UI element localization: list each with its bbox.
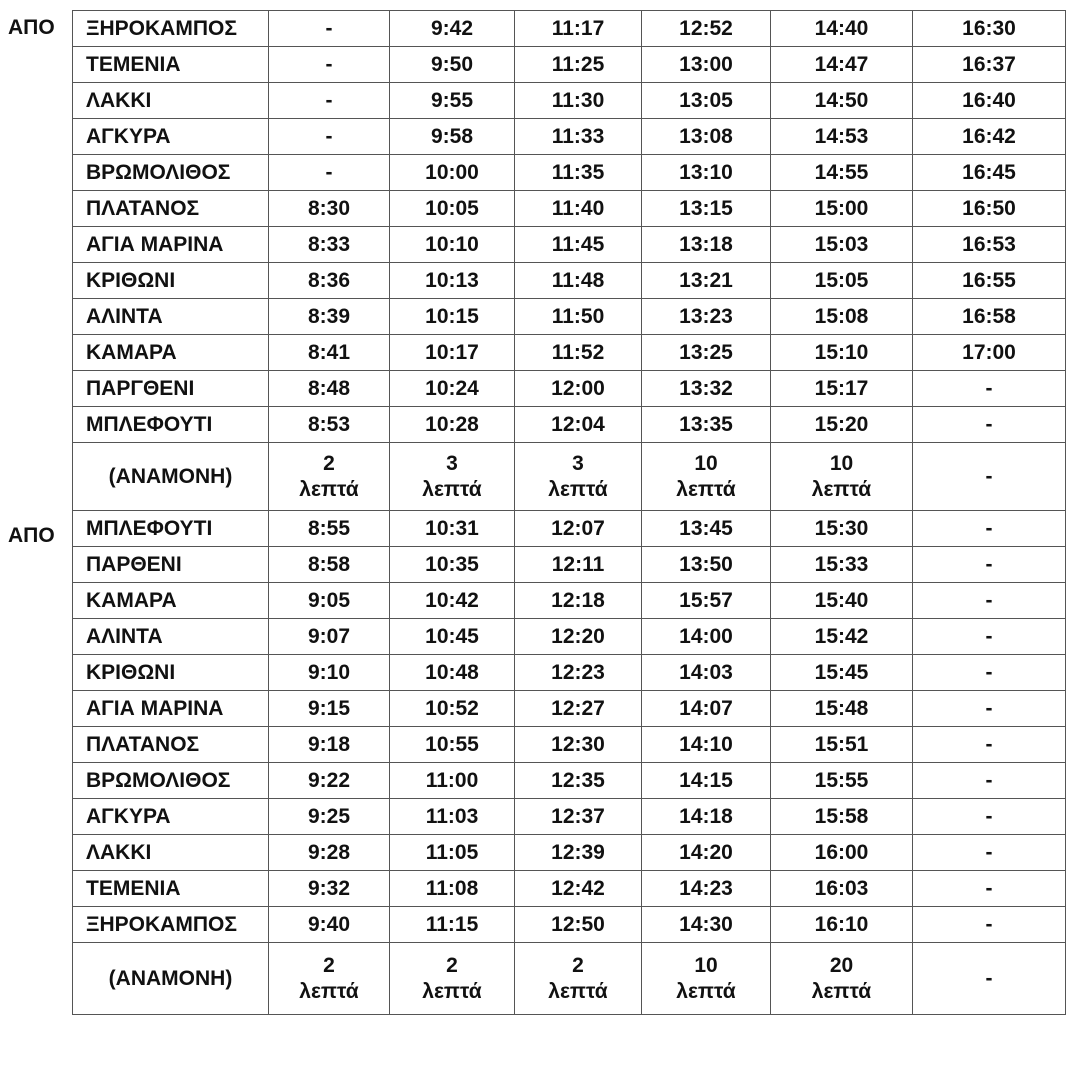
stop-name: ΠΛΑΤΑΝΟΣ xyxy=(73,191,269,227)
wait-value: - xyxy=(985,464,993,488)
departure-time: 9:18 xyxy=(269,727,390,763)
stop-name: ΞΗΡΟΚΑΜΠΟΣ xyxy=(73,907,269,943)
departure-time: 14:50 xyxy=(771,83,913,119)
departure-time: 14:03 xyxy=(642,655,771,691)
departure-time: 16:00 xyxy=(771,835,913,871)
departure-time: 11:33 xyxy=(515,119,642,155)
departure-time: 13:15 xyxy=(642,191,771,227)
wait-unit: λεπτά xyxy=(676,979,736,1003)
departure-time: 13:35 xyxy=(642,407,771,443)
wait-value: 2 xyxy=(446,953,458,977)
departure-time: 9:15 xyxy=(269,691,390,727)
departure-time: - xyxy=(913,371,1066,407)
inbound-row xyxy=(73,655,1066,691)
wait-minutes xyxy=(269,943,390,1015)
departure-time: 14:47 xyxy=(771,47,913,83)
departure-time: - xyxy=(913,619,1066,655)
departure-time: 15:55 xyxy=(771,763,913,799)
outbound-row xyxy=(73,83,1066,119)
departure-time: 11:50 xyxy=(515,299,642,335)
departure-time: 16:50 xyxy=(913,191,1066,227)
departure-time: 8:33 xyxy=(269,227,390,263)
departure-time: 10:15 xyxy=(390,299,515,335)
departure-time: 12:07 xyxy=(515,511,642,547)
departure-time: 15:42 xyxy=(771,619,913,655)
departure-time: 12:37 xyxy=(515,799,642,835)
wait-unit: λεπτά xyxy=(676,477,736,501)
departure-time: 12:04 xyxy=(515,407,642,443)
outbound-row xyxy=(73,407,1066,443)
departure-time: 9:28 xyxy=(269,835,390,871)
stop-name: ΑΓΚΥΡΑ xyxy=(73,799,269,835)
departure-time: 9:50 xyxy=(390,47,515,83)
wait-value: 2 xyxy=(323,451,335,475)
wait-minutes xyxy=(269,443,390,511)
departure-time: 15:51 xyxy=(771,727,913,763)
departure-time: 14:15 xyxy=(642,763,771,799)
wait-value: 20 xyxy=(829,953,854,977)
departure-time: 16:55 xyxy=(913,263,1066,299)
departure-time: 15:05 xyxy=(771,263,913,299)
departure-time: 12:20 xyxy=(515,619,642,655)
inbound-from-label: ΑΠΟ xyxy=(8,524,55,547)
inbound-row xyxy=(73,835,1066,871)
departure-time: 14:18 xyxy=(642,799,771,835)
timetable-body xyxy=(73,11,1066,1015)
departure-time: 9:05 xyxy=(269,583,390,619)
wait-label: (ΑΝΑΜΟΝΗ) xyxy=(73,443,269,511)
departure-time: 15:08 xyxy=(771,299,913,335)
wait-minutes xyxy=(515,943,642,1015)
departure-time: - xyxy=(913,907,1066,943)
departure-time: 11:25 xyxy=(515,47,642,83)
departure-time: - xyxy=(913,763,1066,799)
departure-time: 15:10 xyxy=(771,335,913,371)
wait-value: 2 xyxy=(572,953,584,977)
outbound-row xyxy=(73,299,1066,335)
wait-minutes xyxy=(390,443,515,511)
inbound-row xyxy=(73,763,1066,799)
departure-time: 12:39 xyxy=(515,835,642,871)
departure-time: 13:10 xyxy=(642,155,771,191)
departure-time: 13:18 xyxy=(642,227,771,263)
departure-time: 15:20 xyxy=(771,407,913,443)
wait-unit: λεπτά xyxy=(422,979,482,1003)
wait-value: 10 xyxy=(694,451,718,475)
departure-time: - xyxy=(913,835,1066,871)
wait-unit: λεπτά xyxy=(422,477,482,501)
departure-time: - xyxy=(913,655,1066,691)
departure-time: 13:32 xyxy=(642,371,771,407)
stop-name: ΑΓΙΑ ΜΑΡΙΝΑ xyxy=(73,691,269,727)
departure-time: 16:42 xyxy=(913,119,1066,155)
stop-name: ΒΡΩΜΟΛΙΘΟΣ xyxy=(73,763,269,799)
departure-time: - xyxy=(913,799,1066,835)
departure-time: 13:23 xyxy=(642,299,771,335)
outbound-row xyxy=(73,191,1066,227)
departure-time: 10:28 xyxy=(390,407,515,443)
departure-time: 16:10 xyxy=(771,907,913,943)
departure-time: - xyxy=(269,119,390,155)
departure-time: 10:17 xyxy=(390,335,515,371)
stop-name: ΚΡΙΘΩΝΙ xyxy=(73,263,269,299)
outbound-row xyxy=(73,119,1066,155)
departure-time: 11:48 xyxy=(515,263,642,299)
departure-time: 16:03 xyxy=(771,871,913,907)
outbound-row xyxy=(73,155,1066,191)
departure-time: 11:35 xyxy=(515,155,642,191)
departure-time: - xyxy=(269,83,390,119)
stop-name: ΒΡΩΜΟΛΙΘΟΣ xyxy=(73,155,269,191)
departure-time: 10:55 xyxy=(390,727,515,763)
departure-time: 8:39 xyxy=(269,299,390,335)
outbound-from-label: ΑΠΟ xyxy=(8,16,55,39)
stop-name: ΑΓΚΥΡΑ xyxy=(73,119,269,155)
wait-unit: λεπτά xyxy=(299,477,359,501)
departure-time: 8:30 xyxy=(269,191,390,227)
departure-time: 16:37 xyxy=(913,47,1066,83)
departure-time: 12:11 xyxy=(515,547,642,583)
departure-time: - xyxy=(913,691,1066,727)
departure-time: 10:13 xyxy=(390,263,515,299)
outbound-row xyxy=(73,335,1066,371)
departure-time: 15:33 xyxy=(771,547,913,583)
departure-time: 9:25 xyxy=(269,799,390,835)
outbound-row xyxy=(73,47,1066,83)
inbound-row xyxy=(73,691,1066,727)
departure-time: 9:32 xyxy=(269,871,390,907)
inbound-row xyxy=(73,583,1066,619)
departure-time: 12:23 xyxy=(515,655,642,691)
departure-time: 10:31 xyxy=(390,511,515,547)
departure-time: 11:17 xyxy=(515,11,642,47)
departure-time: 8:53 xyxy=(269,407,390,443)
departure-time: 11:30 xyxy=(515,83,642,119)
departure-time: 10:52 xyxy=(390,691,515,727)
stop-name: ΠΑΡΘΕΝΙ xyxy=(73,547,269,583)
departure-time: 10:42 xyxy=(390,583,515,619)
wait-minutes xyxy=(390,943,515,1015)
departure-time: 16:58 xyxy=(913,299,1066,335)
departure-time: 8:58 xyxy=(269,547,390,583)
departure-time: 10:00 xyxy=(390,155,515,191)
departure-time: 11:40 xyxy=(515,191,642,227)
inbound-row xyxy=(73,799,1066,835)
departure-time: 16:53 xyxy=(913,227,1066,263)
departure-time: 13:50 xyxy=(642,547,771,583)
departure-time: 15:45 xyxy=(771,655,913,691)
departure-time: 13:08 xyxy=(642,119,771,155)
wait-minutes xyxy=(771,943,913,1015)
departure-time: 13:21 xyxy=(642,263,771,299)
departure-time: 14:30 xyxy=(642,907,771,943)
wait-minutes xyxy=(913,943,1066,1015)
wait-value: 3 xyxy=(446,451,458,475)
departure-time: - xyxy=(269,155,390,191)
departure-time: 8:48 xyxy=(269,371,390,407)
stop-name: ΤΕΜΕΝΙΑ xyxy=(73,47,269,83)
inbound-row xyxy=(73,727,1066,763)
departure-time: 16:45 xyxy=(913,155,1066,191)
stop-name: ΞΗΡΟΚΑΜΠΟΣ xyxy=(73,11,269,47)
stop-name: ΑΓΙΑ ΜΑΡΙΝΑ xyxy=(73,227,269,263)
stop-name: ΑΛΙΝΤΑ xyxy=(73,299,269,335)
departure-time: - xyxy=(913,583,1066,619)
departure-time: 14:53 xyxy=(771,119,913,155)
departure-time: 8:36 xyxy=(269,263,390,299)
outbound-row xyxy=(73,227,1066,263)
wait-unit: λεπτά xyxy=(811,979,872,1003)
departure-time: 10:24 xyxy=(390,371,515,407)
bus-timetable xyxy=(72,10,1066,1015)
departure-time: 11:00 xyxy=(390,763,515,799)
departure-time: 9:42 xyxy=(390,11,515,47)
departure-time: 15:57 xyxy=(642,583,771,619)
departure-time: 12:50 xyxy=(515,907,642,943)
wait-minutes xyxy=(771,443,913,511)
departure-time: 12:42 xyxy=(515,871,642,907)
wait-value: 10 xyxy=(829,451,854,475)
departure-time: - xyxy=(269,47,390,83)
departure-time: 13:05 xyxy=(642,83,771,119)
wait-value: 3 xyxy=(572,451,584,475)
departure-time: 12:52 xyxy=(642,11,771,47)
departure-time: - xyxy=(913,727,1066,763)
departure-time: 14:10 xyxy=(642,727,771,763)
departure-time: 14:40 xyxy=(771,11,913,47)
outbound-row xyxy=(73,11,1066,47)
departure-time: 11:05 xyxy=(390,835,515,871)
inbound-row xyxy=(73,871,1066,907)
inbound-row xyxy=(73,619,1066,655)
departure-time: 14:07 xyxy=(642,691,771,727)
stop-name: ΠΛΑΤΑΝΟΣ xyxy=(73,727,269,763)
wait-value: 2 xyxy=(323,953,335,977)
stop-name: ΠΑΡΓΘΕΝΙ xyxy=(73,371,269,407)
departure-time: 15:30 xyxy=(771,511,913,547)
wait-unit: λεπτά xyxy=(299,979,359,1003)
stop-name: ΚΑΜΑΡΑ xyxy=(73,335,269,371)
departure-time: 17:00 xyxy=(913,335,1066,371)
departure-time: 11:03 xyxy=(390,799,515,835)
departure-time: - xyxy=(269,11,390,47)
wait-label: (ΑΝΑΜΟΝΗ) xyxy=(73,943,269,1015)
departure-time: - xyxy=(913,511,1066,547)
wait-value: - xyxy=(985,966,993,990)
wait-row xyxy=(73,443,1066,511)
departure-time: - xyxy=(913,871,1066,907)
departure-time: 13:45 xyxy=(642,511,771,547)
departure-time: 13:00 xyxy=(642,47,771,83)
departure-time: 11:52 xyxy=(515,335,642,371)
wait-minutes xyxy=(642,443,771,511)
departure-time: 10:48 xyxy=(390,655,515,691)
departure-time: 14:20 xyxy=(642,835,771,871)
outbound-row xyxy=(73,263,1066,299)
departure-time: 15:03 xyxy=(771,227,913,263)
departure-time: 15:58 xyxy=(771,799,913,835)
departure-time: 9:22 xyxy=(269,763,390,799)
departure-time: 10:35 xyxy=(390,547,515,583)
departure-time: 15:40 xyxy=(771,583,913,619)
departure-time: 9:10 xyxy=(269,655,390,691)
wait-minutes xyxy=(913,443,1066,511)
departure-time: 11:08 xyxy=(390,871,515,907)
departure-time: 14:55 xyxy=(771,155,913,191)
stop-name: ΜΠΛΕΦΟΥΤΙ xyxy=(73,407,269,443)
departure-time: 12:30 xyxy=(515,727,642,763)
departure-time: 10:05 xyxy=(390,191,515,227)
departure-time: 9:40 xyxy=(269,907,390,943)
departure-time: - xyxy=(913,547,1066,583)
departure-time: 15:17 xyxy=(771,371,913,407)
stop-name: ΚΡΙΘΩΝΙ xyxy=(73,655,269,691)
departure-time: 12:27 xyxy=(515,691,642,727)
stop-name: ΜΠΛΕΦΟΥΤΙ xyxy=(73,511,269,547)
stop-name: ΑΛΙΝΤΑ xyxy=(73,619,269,655)
departure-time: 8:55 xyxy=(269,511,390,547)
departure-time: 13:25 xyxy=(642,335,771,371)
outbound-row xyxy=(73,371,1066,407)
departure-time: 9:55 xyxy=(390,83,515,119)
departure-time: 14:23 xyxy=(642,871,771,907)
departure-time: 12:35 xyxy=(515,763,642,799)
departure-time: 10:45 xyxy=(390,619,515,655)
wait-unit: λεπτά xyxy=(548,477,608,501)
departure-time: 9:58 xyxy=(390,119,515,155)
departure-time: 14:00 xyxy=(642,619,771,655)
inbound-row xyxy=(73,907,1066,943)
stop-name: ΛΑΚΚΙ xyxy=(73,835,269,871)
departure-time: 12:18 xyxy=(515,583,642,619)
wait-minutes xyxy=(515,443,642,511)
wait-minutes xyxy=(642,943,771,1015)
departure-time: 8:41 xyxy=(269,335,390,371)
departure-time: - xyxy=(913,407,1066,443)
inbound-row xyxy=(73,511,1066,547)
stop-name: ΛΑΚΚΙ xyxy=(73,83,269,119)
departure-time: 15:00 xyxy=(771,191,913,227)
departure-time: 11:45 xyxy=(515,227,642,263)
stop-name: ΤΕΜΕΝΙΑ xyxy=(73,871,269,907)
departure-time: 11:15 xyxy=(390,907,515,943)
wait-row xyxy=(73,943,1066,1015)
departure-time: 9:07 xyxy=(269,619,390,655)
departure-time: 16:40 xyxy=(913,83,1066,119)
departure-time: 10:10 xyxy=(390,227,515,263)
departure-time: 16:30 xyxy=(913,11,1066,47)
departure-time: 12:00 xyxy=(515,371,642,407)
stop-name: ΚΑΜΑΡΑ xyxy=(73,583,269,619)
inbound-row xyxy=(73,547,1066,583)
wait-unit: λεπτά xyxy=(811,477,872,501)
departure-time: 15:48 xyxy=(771,691,913,727)
wait-unit: λεπτά xyxy=(548,979,608,1003)
wait-value: 10 xyxy=(694,953,718,977)
